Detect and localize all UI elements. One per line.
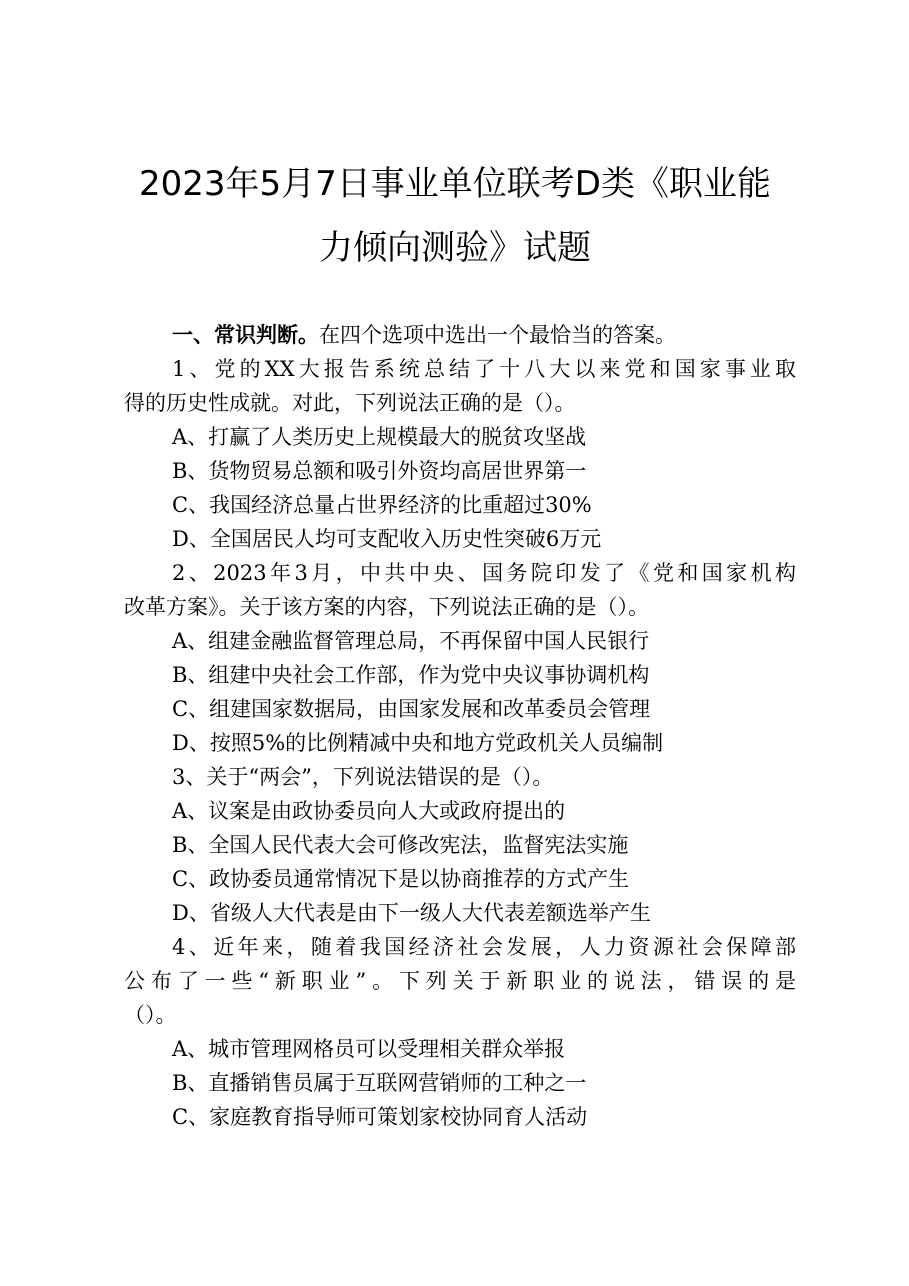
question-4-line-3: （）。 bbox=[124, 1003, 177, 1027]
question-4-option-c: C、家庭教育指导师可策划家校协同育人活动 bbox=[172, 1105, 588, 1129]
question-4-option-b: B、直播销售员属于互联网营销师的工种之一 bbox=[172, 1071, 587, 1095]
document-body bbox=[124, 318, 796, 1134]
question-3-option-d: D、省级人大代表是由下一级人大代表差额选举产生 bbox=[172, 901, 651, 925]
section-heading: 一、常识判断。 bbox=[172, 323, 319, 347]
question-4-line-2: 公布了一些“新职业”。下列关于新职业的说法，错误的是 bbox=[124, 969, 796, 993]
question-2-option-a: A、组建金融监督管理总局，不再保留中国人民银行 bbox=[172, 629, 650, 653]
question-2-option-b: B、组建中央社会工作部，作为党中央议事协调机构 bbox=[172, 663, 650, 687]
question-1-line-2: 得的历史性成就。对此，下列说法正确的是（）。 bbox=[124, 391, 576, 415]
question-1-option-b: B、货物贸易总额和吸引外资均高居世界第一 bbox=[172, 459, 587, 483]
question-2-line-2: 改革方案》。关于该方案的内容，下列说法正确的是（）。 bbox=[124, 595, 649, 619]
question-1-option-d: D、全国居民人均可支配收入历史性突破6万元 bbox=[172, 527, 602, 551]
question-3-option-c: C、政协委员通常情况下是以协商推荐的方式产生 bbox=[172, 867, 630, 891]
question-4-option-a: A、城市管理网格员可以受理相关群众举报 bbox=[172, 1037, 566, 1061]
question-2-option-d: D、按照5%的比例精减中央和地方党政机关人员编制 bbox=[172, 731, 664, 755]
question-3-option-a: A、议案是由政协委员向人大或政府提出的 bbox=[172, 799, 566, 823]
question-2-option-c: C、组建国家数据局，由国家发展和改革委员会管理 bbox=[172, 697, 651, 721]
question-3-option-b: B、全国人民代表大会可修改宪法，监督宪法实施 bbox=[172, 833, 629, 857]
question-1-option-c: C、我国经济总量占世界经济的比重超过30% bbox=[172, 493, 592, 517]
question-4-line-1: 4、近年来，随着我国经济社会发展，人力资源社会保障部 bbox=[172, 935, 796, 959]
question-1-option-a: A、打赢了人类历史上规模最大的脱贫攻坚战 bbox=[172, 425, 587, 449]
section-intro: 在四个选项中选出一个最恰当的答案。 bbox=[319, 323, 676, 347]
question-1-line-1: 1、党的XX大报告系统总结了十八大以来党和国家事业取 bbox=[172, 357, 796, 381]
document-title-line-1: 2023年5月7日事业单位联考D类《职业能 bbox=[139, 164, 771, 204]
question-3-line-1: 3、关于“两会”，下列说法错误的是（）。 bbox=[172, 765, 554, 789]
document-title-line-2: 力倾向测验》试题 bbox=[319, 228, 591, 268]
section-heading-line bbox=[124, 318, 796, 352]
question-2-line-1: 2、2023年3月，中共中央、国务院印发了《党和国家机构 bbox=[172, 561, 796, 585]
